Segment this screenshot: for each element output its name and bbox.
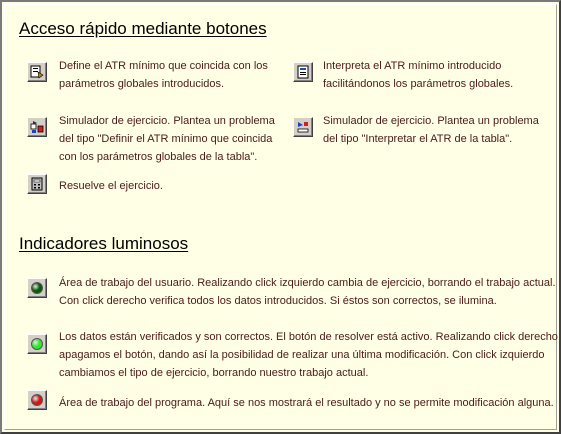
define-atr-description <box>59 57 268 93</box>
item-text-line: facilitándonos los parámetros globales. <box>323 78 514 90</box>
bright-green-led-icon <box>31 338 43 350</box>
verified-description <box>59 328 558 382</box>
item-text-line: Define el ATR mínimo que coincida con los <box>59 60 268 72</box>
program-area-description <box>59 394 554 412</box>
simulator-define-description <box>59 112 275 166</box>
interpret-atr-button[interactable] <box>293 62 313 82</box>
resolve-description <box>59 177 163 195</box>
define-atr-icon <box>30 65 44 79</box>
item-text-line: Área de trabajo del usuario. Realizando click izquierdo cambia de ejercicio, borrando el trabajo actual. <box>59 277 556 289</box>
simulator-define-button[interactable] <box>27 117 47 137</box>
user-area-description <box>59 274 556 310</box>
indicators-heading: Indicadores luminosos <box>19 234 189 253</box>
item-text-line: del tipo "Interpretar el ATR de la tabla". <box>323 133 513 145</box>
item-text-line: del tipo "Definir el ATR mínimo que coincida <box>59 133 273 145</box>
item-text-line: Área de trabajo del programa. Aquí se nos mostrará el resultado y no se permite modificación alguna. <box>59 397 554 409</box>
item-text-line: con los parámetros globales de la tabla". <box>59 151 258 163</box>
simulator-interpret-icon <box>296 120 310 134</box>
simulator-define-icon <box>30 120 44 134</box>
item-text-line: Con click derecho verifica todos los datos introducidos. Si éstos son correctos, se ilumina. <box>59 295 497 307</box>
user-area-indicator[interactable] <box>27 278 47 298</box>
red-led-icon <box>31 394 43 406</box>
interpret-atr-description <box>323 57 513 93</box>
simulator-interpret-button[interactable] <box>293 117 313 137</box>
item-text-line: Simulador de ejercicio. Plantea un problema <box>59 115 275 127</box>
item-text-line: Simulador de ejercicio. Plantea un problema <box>323 115 539 127</box>
simulator-interpret-description <box>323 112 539 148</box>
calculator-icon <box>30 177 44 191</box>
item-text-line: cambiamos el tipo de ejercicio, borrando nuestro trabajo actual. <box>59 367 369 379</box>
resolve-button[interactable] <box>27 174 47 194</box>
item-text-line: Los datos están verificados y son correctos. El botón de resolver está activo. Realizando click derecho <box>59 331 558 343</box>
item-text-line: apagamos el botón, dando así la posibilidad de realizar una última modificación. Con click izquierdo <box>59 349 545 361</box>
dark-green-led-icon <box>31 282 43 294</box>
quick-access-heading: Acceso rápido mediante botones <box>19 19 267 38</box>
program-area-indicator[interactable] <box>27 390 47 410</box>
item-text-line: parámetros globales introducidos. <box>59 78 225 90</box>
item-text-line: Resuelve el ejercicio. <box>59 180 163 192</box>
define-atr-button[interactable] <box>27 62 47 82</box>
item-text-line: Interpreta el ATR mínimo introducido <box>323 60 502 72</box>
verified-indicator[interactable] <box>27 334 47 354</box>
interpret-atr-icon <box>296 65 310 79</box>
